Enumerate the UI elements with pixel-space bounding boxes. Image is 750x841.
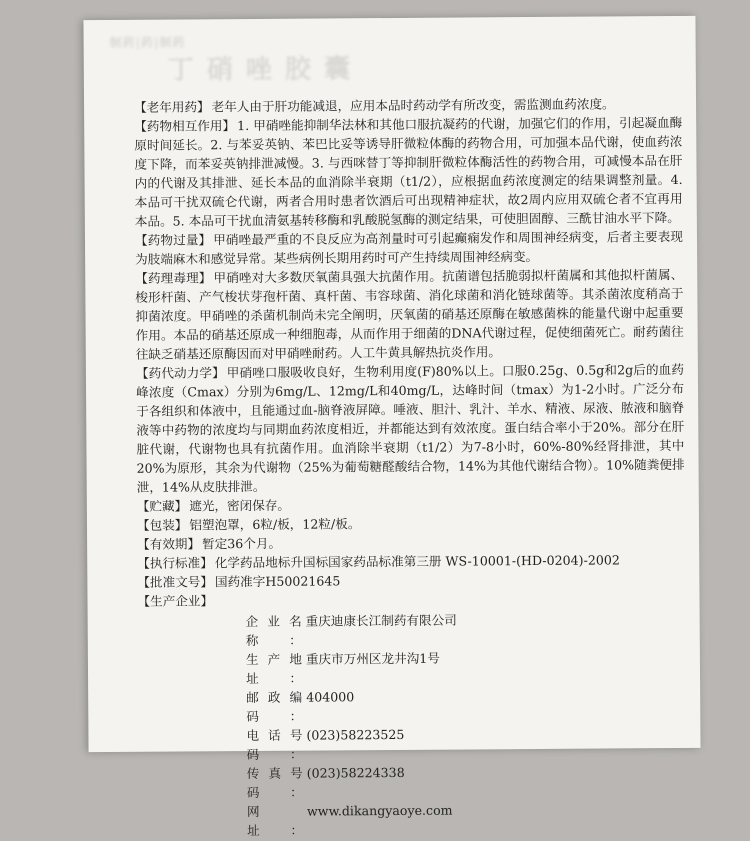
company-phone-row [246, 723, 686, 764]
company-website-row [247, 799, 687, 840]
section-label: 【执行标准】 [137, 555, 213, 571]
company-field-label: 传真号码： [247, 764, 303, 802]
company-field-value: 重庆市万州区龙井沟1号 [306, 649, 440, 688]
company-fax-row [247, 761, 687, 802]
bleed-through-text [103, 16, 674, 98]
company-field-value: www.dikangyaoye.com [307, 801, 453, 840]
section-label: 【药代动力学】 [136, 365, 225, 381]
company-field-label: 生产地址： [246, 650, 302, 688]
section-text: 老年人由于肝功能减退，应用本品时药动学有所改变，需监测血药浓度。 [212, 96, 615, 114]
section-standard [137, 550, 685, 573]
section-text: 甲硝唑最严重的不良反应为高剂量时可引起癫痫发作和周围神经病变，后者主要表现为肢端麻木和感觉异常。某些病例长期用药时可产生持续周围神经病变。 [135, 229, 683, 267]
bleed-header-small: 制药|药|制药 [110, 33, 186, 51]
section-label: 【包装】 [137, 517, 187, 532]
section-text: 1. 甲硝唑能抑制华法林和其他口服抗凝药的代谢，加强它们的作用，引起凝血酶原时间延长。2. 与苯妥英钠、苯巴比妥等诱导肝微粒体酶的药物合用，可加强本品代谢，使血药浓度下降，而苯妥英钠排泄减慢。3. 与西咪替丁等抑制肝微粒体酶活性的药物合用，可减慢本品在肝内的代谢及其排泄、延长本品的血消除半衰期（t1/2），应根据血药浓度测定的结果调整剂量。4. 本品可干扰双硫仑代谢，两者合用时患者饮酒后可出现精神症状，故2周内应用双硫仑者不宜再用本品。5. 本品可干扰血清氨基转移酶和乳酸脱氢酶的测定结果，可使胆固醇、三酰甘油水平下降。 [134, 115, 682, 229]
section-text: 遮光，密闭保存。 [189, 498, 290, 514]
section-label: 【药物过量】 [135, 232, 211, 248]
section-text: 化学药品地标升国标国家药品标准第三册 WS-10001-(HD-0204)-2002 [215, 552, 620, 570]
section-manufacturer [137, 588, 685, 611]
section-pharmacology-toxicology [135, 265, 684, 364]
company-address-row [246, 647, 686, 688]
company-field-value: 重庆迪康长江制药有限公司 [306, 611, 457, 650]
company-postcode-row [246, 685, 686, 726]
company-field-label: 电话号码： [246, 726, 302, 764]
manufacturer-details [138, 609, 688, 841]
package-insert-sheet [83, 16, 700, 752]
section-text: 国药准字H50021645 [215, 573, 341, 589]
section-text: 铝塑泡罩，6粒/板，12粒/板。 [189, 516, 360, 532]
section-text: 甲硝唑对大多数厌氧菌具强大抗菌作用。抗菌谱包括脆弱拟杆菌属和其他拟杆菌属、梭形杆菌、产气梭状芽孢杆菌、真杆菌、韦容球菌、消化球菌和消化链球菌等。其杀菌浓度稍高于抑菌浓度。甲硝唑的杀菌机制尚未完全阐明，厌氧菌的硝基还原酶在敏感菌株的能量代谢中起重要作用。本品的硝基还原成一种细胞毒，从而作用于细菌的DNA代谢过程，促使细菌死亡。耐药菌往往缺乏硝基还原酶因而对甲硝唑耐药。人工牛黄具解热抗炎作用。 [135, 267, 683, 362]
company-name-row [246, 609, 686, 650]
company-field-label: 网 址： [247, 802, 303, 840]
section-label: 【有效期】 [137, 536, 200, 551]
company-field-label: 邮政编码： [246, 688, 302, 726]
section-label: 【贮藏】 [137, 498, 187, 513]
section-label: 【老年用药】 [134, 99, 210, 115]
section-drug-interactions [134, 113, 683, 231]
company-field-label: 企业名称： [246, 612, 302, 650]
company-field-value: (023)58224338 [307, 763, 405, 802]
section-label: 【生产企业】 [137, 593, 213, 609]
company-field-value: 404000 [306, 687, 354, 725]
company-field-value: (023)58223525 [306, 725, 404, 764]
section-text: 暂定36个月。 [202, 536, 281, 552]
bleed-header-title: 丁 硝 唑 胶 囊 [168, 48, 352, 86]
section-label: 【批准文号】 [137, 574, 213, 590]
section-text: 甲硝唑口服吸收良好，生物利用度(F)80%以上。口服0.25g、0.5g和2g后的血药峰浓度（Cmax）分别为6mg/L、12mg/L和40mg/L，达峰时间（tmax）为1-2小时。广泛分布于各组织和体液中，且能通过血-脑脊液屏障。唾液、胆汁、乳汁、羊水、精液、尿液、脓液和脑脊液等中药物的浓度均与同期血药浓度相近，并都能达到有效浓度。蛋白结合率小于20%。部分在肝脏代谢，代谢物也具有抗菌作用。血消除半衰期（t1/2）为7-8小时，60%-80%经肾排泄，其中20%为原形，其余为代谢物（25%为葡萄糖醛酸结合物，14%为其他代谢结合物）。10%随粪便排泄，14%从皮肤排泄。 [136, 362, 685, 495]
section-label: 【药理毒理】 [135, 270, 211, 286]
section-pharmacokinetics [136, 360, 685, 497]
section-overdose [135, 227, 683, 269]
section-label: 【药物相互作用】 [134, 118, 235, 134]
insert-content [134, 94, 687, 841]
